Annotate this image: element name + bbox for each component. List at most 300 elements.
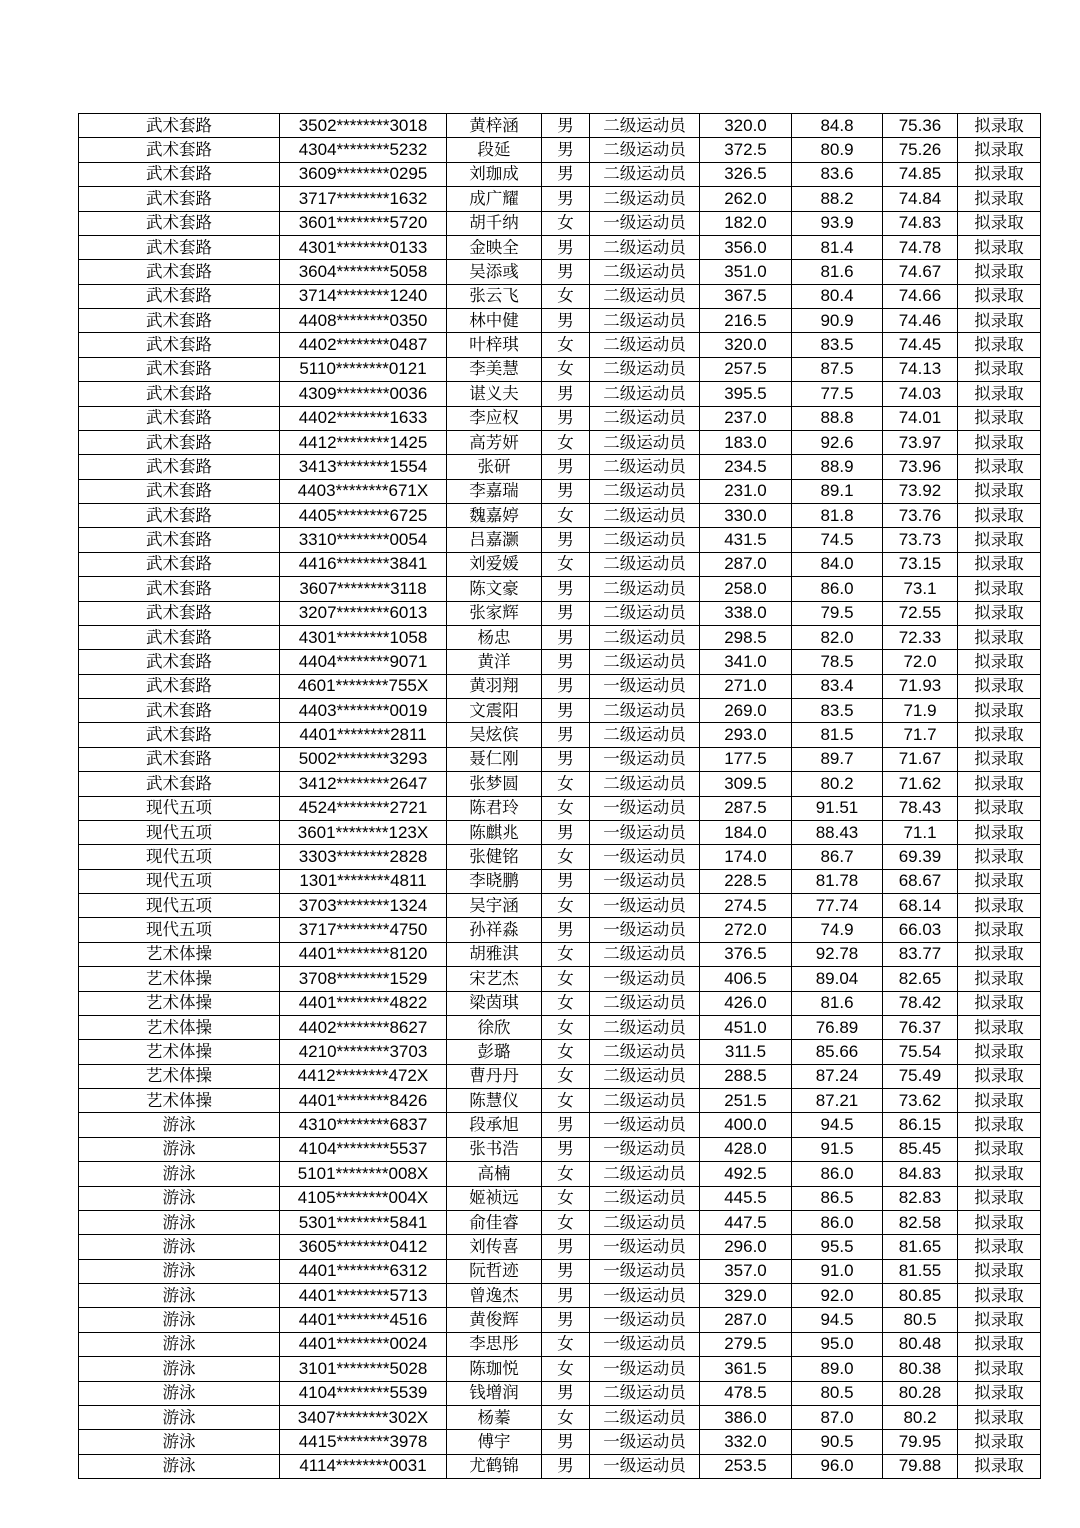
sport-cell: 武术套路 xyxy=(79,430,280,454)
athlete-level-cell: 一级运动员 xyxy=(590,894,700,918)
id-number-cell: 3717********1632 xyxy=(280,187,447,211)
admission-status-cell: 拟录取 xyxy=(958,211,1041,235)
table-row xyxy=(79,1430,1041,1454)
sport-cell: 现代五项 xyxy=(79,845,280,869)
sport-score-cell: 84.0 xyxy=(792,552,883,576)
composite-score-cell: 82.58 xyxy=(883,1210,958,1234)
sport-score-cell: 90.5 xyxy=(792,1430,883,1454)
table-row xyxy=(79,1015,1041,1039)
athlete-level-cell: 一级运动员 xyxy=(590,1308,700,1332)
sport-score-cell: 83.5 xyxy=(792,699,883,723)
sport-score-cell: 80.4 xyxy=(792,284,883,308)
sport-cell: 武术套路 xyxy=(79,455,280,479)
table-body xyxy=(79,114,1041,1479)
table-row xyxy=(79,1259,1041,1283)
sport-cell: 现代五项 xyxy=(79,869,280,893)
culture-score-cell: 426.0 xyxy=(700,991,792,1015)
admission-table-page xyxy=(78,113,1041,1479)
athlete-level-cell: 二级运动员 xyxy=(590,260,700,284)
culture-score-cell: 400.0 xyxy=(700,1113,792,1137)
athlete-level-cell: 二级运动员 xyxy=(590,1064,700,1088)
athlete-level-cell: 一级运动员 xyxy=(590,869,700,893)
name-cell: 黄洋 xyxy=(447,650,542,674)
admission-status-cell: 拟录取 xyxy=(958,577,1041,601)
sport-score-cell: 81.8 xyxy=(792,504,883,528)
admission-status-cell: 拟录取 xyxy=(958,1015,1041,1039)
sport-cell: 艺术体操 xyxy=(79,1015,280,1039)
name-cell: 胡千纳 xyxy=(447,211,542,235)
composite-score-cell: 79.88 xyxy=(883,1454,958,1478)
composite-score-cell: 73.73 xyxy=(883,528,958,552)
gender-cell: 男 xyxy=(542,187,590,211)
sport-score-cell: 77.74 xyxy=(792,894,883,918)
culture-score-cell: 376.5 xyxy=(700,942,792,966)
table-row xyxy=(79,869,1041,893)
table-row xyxy=(79,1089,1041,1113)
table-row xyxy=(79,747,1041,771)
id-number-cell: 3714********1240 xyxy=(280,284,447,308)
gender-cell: 男 xyxy=(542,1381,590,1405)
admission-status-cell: 拟录取 xyxy=(958,967,1041,991)
name-cell: 张云飞 xyxy=(447,284,542,308)
sport-cell: 武术套路 xyxy=(79,235,280,259)
name-cell: 高楠 xyxy=(447,1162,542,1186)
name-cell: 刘传喜 xyxy=(447,1235,542,1259)
athlete-level-cell: 二级运动员 xyxy=(590,552,700,576)
sport-score-cell: 90.9 xyxy=(792,309,883,333)
composite-score-cell: 73.15 xyxy=(883,552,958,576)
composite-score-cell: 71.67 xyxy=(883,747,958,771)
athlete-level-cell: 二级运动员 xyxy=(590,333,700,357)
athlete-level-cell: 二级运动员 xyxy=(590,504,700,528)
athlete-level-cell: 二级运动员 xyxy=(590,114,700,138)
admission-status-cell: 拟录取 xyxy=(958,1308,1041,1332)
athlete-level-cell: 二级运动员 xyxy=(590,162,700,186)
gender-cell: 男 xyxy=(542,820,590,844)
gender-cell: 男 xyxy=(542,479,590,503)
composite-score-cell: 73.62 xyxy=(883,1089,958,1113)
sport-cell: 武术套路 xyxy=(79,577,280,601)
sport-score-cell: 86.0 xyxy=(792,577,883,601)
gender-cell: 女 xyxy=(542,967,590,991)
name-cell: 张梦圆 xyxy=(447,772,542,796)
culture-score-cell: 216.5 xyxy=(700,309,792,333)
culture-score-cell: 234.5 xyxy=(700,455,792,479)
name-cell: 金映全 xyxy=(447,235,542,259)
table-row xyxy=(79,1113,1041,1137)
id-number-cell: 3717********4750 xyxy=(280,918,447,942)
gender-cell: 女 xyxy=(542,284,590,308)
sport-score-cell: 81.4 xyxy=(792,235,883,259)
admission-status-cell: 拟录取 xyxy=(958,1064,1041,1088)
sport-score-cell: 89.1 xyxy=(792,479,883,503)
sport-score-cell: 80.2 xyxy=(792,772,883,796)
name-cell: 吴炫傧 xyxy=(447,723,542,747)
admission-status-cell: 拟录取 xyxy=(958,382,1041,406)
name-cell: 聂仁刚 xyxy=(447,747,542,771)
table-row xyxy=(79,235,1041,259)
table-row xyxy=(79,942,1041,966)
culture-score-cell: 356.0 xyxy=(700,235,792,259)
culture-score-cell: 293.0 xyxy=(700,723,792,747)
sport-cell: 现代五项 xyxy=(79,820,280,844)
id-number-cell: 4301********0133 xyxy=(280,235,447,259)
athlete-level-cell: 二级运动员 xyxy=(590,406,700,430)
admission-status-cell: 拟录取 xyxy=(958,504,1041,528)
name-cell: 俞佳睿 xyxy=(447,1210,542,1234)
composite-score-cell: 84.83 xyxy=(883,1162,958,1186)
name-cell: 吴添彧 xyxy=(447,260,542,284)
gender-cell: 女 xyxy=(542,894,590,918)
sport-cell: 游泳 xyxy=(79,1284,280,1308)
gender-cell: 女 xyxy=(542,430,590,454)
admission-status-cell: 拟录取 xyxy=(958,747,1041,771)
gender-cell: 女 xyxy=(542,552,590,576)
composite-score-cell: 86.15 xyxy=(883,1113,958,1137)
admission-status-cell: 拟录取 xyxy=(958,1381,1041,1405)
sport-score-cell: 83.5 xyxy=(792,333,883,357)
table-row xyxy=(79,650,1041,674)
sport-score-cell: 88.43 xyxy=(792,820,883,844)
table-row xyxy=(79,504,1041,528)
gender-cell: 男 xyxy=(542,235,590,259)
culture-score-cell: 228.5 xyxy=(700,869,792,893)
name-cell: 姬祯远 xyxy=(447,1186,542,1210)
id-number-cell: 4104********5539 xyxy=(280,1381,447,1405)
name-cell: 陈文豪 xyxy=(447,577,542,601)
table-row xyxy=(79,1357,1041,1381)
table-row xyxy=(79,1332,1041,1356)
admission-status-cell: 拟录取 xyxy=(958,114,1041,138)
gender-cell: 男 xyxy=(542,114,590,138)
composite-score-cell: 71.93 xyxy=(883,674,958,698)
sport-score-cell: 74.5 xyxy=(792,528,883,552)
composite-score-cell: 74.13 xyxy=(883,357,958,381)
sport-score-cell: 81.6 xyxy=(792,260,883,284)
sport-cell: 游泳 xyxy=(79,1210,280,1234)
admission-status-cell: 拟录取 xyxy=(958,1113,1041,1137)
admission-status-cell: 拟录取 xyxy=(958,991,1041,1015)
name-cell: 孙祥淼 xyxy=(447,918,542,942)
name-cell: 刘爱媛 xyxy=(447,552,542,576)
admission-status-cell: 拟录取 xyxy=(958,869,1041,893)
admission-status-cell: 拟录取 xyxy=(958,552,1041,576)
id-number-cell: 4310********6837 xyxy=(280,1113,447,1137)
composite-score-cell: 66.03 xyxy=(883,918,958,942)
table-row xyxy=(79,406,1041,430)
name-cell: 吕嘉灏 xyxy=(447,528,542,552)
composite-score-cell: 73.1 xyxy=(883,577,958,601)
composite-score-cell: 79.95 xyxy=(883,1430,958,1454)
composite-score-cell: 73.97 xyxy=(883,430,958,454)
admission-status-cell: 拟录取 xyxy=(958,796,1041,820)
id-number-cell: 1301********4811 xyxy=(280,869,447,893)
gender-cell: 女 xyxy=(542,211,590,235)
id-number-cell: 3207********6013 xyxy=(280,601,447,625)
name-cell: 曹丹丹 xyxy=(447,1064,542,1088)
name-cell: 林中健 xyxy=(447,309,542,333)
sport-cell: 游泳 xyxy=(79,1430,280,1454)
sport-cell: 艺术体操 xyxy=(79,1089,280,1113)
name-cell: 陈慧仪 xyxy=(447,1089,542,1113)
athlete-level-cell: 二级运动员 xyxy=(590,1210,700,1234)
culture-score-cell: 257.5 xyxy=(700,357,792,381)
sport-score-cell: 92.6 xyxy=(792,430,883,454)
athlete-level-cell: 一级运动员 xyxy=(590,211,700,235)
sport-score-cell: 88.9 xyxy=(792,455,883,479)
sport-score-cell: 81.5 xyxy=(792,723,883,747)
gender-cell: 男 xyxy=(542,382,590,406)
sport-cell: 武术套路 xyxy=(79,162,280,186)
id-number-cell: 4401********4516 xyxy=(280,1308,447,1332)
sport-cell: 艺术体操 xyxy=(79,991,280,1015)
admission-status-cell: 拟录取 xyxy=(958,455,1041,479)
table-row xyxy=(79,967,1041,991)
name-cell: 张健铭 xyxy=(447,845,542,869)
admission-status-cell: 拟录取 xyxy=(958,1089,1041,1113)
gender-cell: 男 xyxy=(542,406,590,430)
gender-cell: 男 xyxy=(542,455,590,479)
gender-cell: 女 xyxy=(542,942,590,966)
athlete-level-cell: 二级运动员 xyxy=(590,1089,700,1113)
sport-cell: 武术套路 xyxy=(79,772,280,796)
admission-status-cell: 拟录取 xyxy=(958,1137,1041,1161)
gender-cell: 男 xyxy=(542,650,590,674)
culture-score-cell: 251.5 xyxy=(700,1089,792,1113)
sport-score-cell: 74.9 xyxy=(792,918,883,942)
gender-cell: 男 xyxy=(542,1430,590,1454)
gender-cell: 男 xyxy=(542,918,590,942)
sport-score-cell: 80.9 xyxy=(792,138,883,162)
name-cell: 杨忠 xyxy=(447,625,542,649)
athlete-level-cell: 二级运动员 xyxy=(590,430,700,454)
athlete-level-cell: 一级运动员 xyxy=(590,918,700,942)
composite-score-cell: 80.2 xyxy=(883,1405,958,1429)
composite-score-cell: 74.66 xyxy=(883,284,958,308)
composite-score-cell: 75.54 xyxy=(883,1040,958,1064)
culture-score-cell: 269.0 xyxy=(700,699,792,723)
composite-score-cell: 71.7 xyxy=(883,723,958,747)
culture-score-cell: 320.0 xyxy=(700,333,792,357)
id-number-cell: 4401********6312 xyxy=(280,1259,447,1283)
admission-status-cell: 拟录取 xyxy=(958,820,1041,844)
sport-score-cell: 92.78 xyxy=(792,942,883,966)
sport-cell: 武术套路 xyxy=(79,479,280,503)
gender-cell: 男 xyxy=(542,260,590,284)
id-number-cell: 3703********1324 xyxy=(280,894,447,918)
sport-score-cell: 84.8 xyxy=(792,114,883,138)
table-row xyxy=(79,138,1041,162)
sport-score-cell: 87.0 xyxy=(792,1405,883,1429)
id-number-cell: 3605********0412 xyxy=(280,1235,447,1259)
table-row xyxy=(79,284,1041,308)
table-row xyxy=(79,1210,1041,1234)
table-row xyxy=(79,1405,1041,1429)
name-cell: 高芳妍 xyxy=(447,430,542,454)
table-row xyxy=(79,796,1041,820)
name-cell: 张书浩 xyxy=(447,1137,542,1161)
table-row xyxy=(79,820,1041,844)
gender-cell: 男 xyxy=(542,625,590,649)
gender-cell: 女 xyxy=(542,1357,590,1381)
sport-score-cell: 91.51 xyxy=(792,796,883,820)
name-cell: 张家辉 xyxy=(447,601,542,625)
name-cell: 傅宇 xyxy=(447,1430,542,1454)
culture-score-cell: 258.0 xyxy=(700,577,792,601)
athlete-level-cell: 一级运动员 xyxy=(590,845,700,869)
admission-status-cell: 拟录取 xyxy=(958,479,1041,503)
id-number-cell: 4401********2811 xyxy=(280,723,447,747)
table-row xyxy=(79,1137,1041,1161)
id-number-cell: 4403********0019 xyxy=(280,699,447,723)
table-row xyxy=(79,845,1041,869)
culture-score-cell: 287.0 xyxy=(700,552,792,576)
sport-score-cell: 88.2 xyxy=(792,187,883,211)
gender-cell: 男 xyxy=(542,601,590,625)
culture-score-cell: 445.5 xyxy=(700,1186,792,1210)
composite-score-cell: 81.55 xyxy=(883,1259,958,1283)
gender-cell: 女 xyxy=(542,1186,590,1210)
sport-cell: 游泳 xyxy=(79,1235,280,1259)
athlete-level-cell: 二级运动员 xyxy=(590,723,700,747)
table-row xyxy=(79,309,1041,333)
sport-cell: 武术套路 xyxy=(79,625,280,649)
sport-score-cell: 86.7 xyxy=(792,845,883,869)
composite-score-cell: 82.83 xyxy=(883,1186,958,1210)
name-cell: 徐欣 xyxy=(447,1015,542,1039)
composite-score-cell: 69.39 xyxy=(883,845,958,869)
admission-status-cell: 拟录取 xyxy=(958,845,1041,869)
gender-cell: 男 xyxy=(542,1284,590,1308)
admission-status-cell: 拟录取 xyxy=(958,1186,1041,1210)
sport-cell: 武术套路 xyxy=(79,747,280,771)
sport-score-cell: 91.5 xyxy=(792,1137,883,1161)
admission-status-cell: 拟录取 xyxy=(958,162,1041,186)
culture-score-cell: 183.0 xyxy=(700,430,792,454)
admission-status-cell: 拟录取 xyxy=(958,1259,1041,1283)
athlete-level-cell: 一级运动员 xyxy=(590,796,700,820)
culture-score-cell: 372.5 xyxy=(700,138,792,162)
athlete-level-cell: 二级运动员 xyxy=(590,309,700,333)
sport-cell: 游泳 xyxy=(79,1405,280,1429)
sport-score-cell: 91.0 xyxy=(792,1259,883,1283)
admission-status-cell: 拟录取 xyxy=(958,309,1041,333)
composite-score-cell: 75.26 xyxy=(883,138,958,162)
sport-cell: 武术套路 xyxy=(79,284,280,308)
culture-score-cell: 298.5 xyxy=(700,625,792,649)
admission-status-cell: 拟录取 xyxy=(958,235,1041,259)
table-row xyxy=(79,455,1041,479)
culture-score-cell: 279.5 xyxy=(700,1332,792,1356)
sport-score-cell: 92.0 xyxy=(792,1284,883,1308)
id-number-cell: 4403********671X xyxy=(280,479,447,503)
name-cell: 成广耀 xyxy=(447,187,542,211)
table-row xyxy=(79,162,1041,186)
composite-score-cell: 80.5 xyxy=(883,1308,958,1332)
athlete-level-cell: 二级运动员 xyxy=(590,650,700,674)
sport-cell: 武术套路 xyxy=(79,723,280,747)
gender-cell: 女 xyxy=(542,845,590,869)
athlete-level-cell: 一级运动员 xyxy=(590,1430,700,1454)
table-row xyxy=(79,625,1041,649)
composite-score-cell: 76.37 xyxy=(883,1015,958,1039)
athlete-level-cell: 二级运动员 xyxy=(590,942,700,966)
sport-cell: 武术套路 xyxy=(79,187,280,211)
name-cell: 阮哲迹 xyxy=(447,1259,542,1283)
sport-score-cell: 93.9 xyxy=(792,211,883,235)
composite-score-cell: 83.77 xyxy=(883,942,958,966)
admission-status-cell: 拟录取 xyxy=(958,430,1041,454)
sport-cell: 艺术体操 xyxy=(79,967,280,991)
admission-status-cell: 拟录取 xyxy=(958,138,1041,162)
composite-score-cell: 75.36 xyxy=(883,114,958,138)
admission-status-cell: 拟录取 xyxy=(958,357,1041,381)
name-cell: 刘珈成 xyxy=(447,162,542,186)
culture-score-cell: 431.5 xyxy=(700,528,792,552)
table-row xyxy=(79,382,1041,406)
composite-score-cell: 74.85 xyxy=(883,162,958,186)
composite-score-cell: 80.48 xyxy=(883,1332,958,1356)
composite-score-cell: 78.43 xyxy=(883,796,958,820)
table-row xyxy=(79,991,1041,1015)
sport-cell: 武术套路 xyxy=(79,333,280,357)
athlete-level-cell: 二级运动员 xyxy=(590,1186,700,1210)
admission-status-cell: 拟录取 xyxy=(958,284,1041,308)
gender-cell: 男 xyxy=(542,162,590,186)
culture-score-cell: 274.5 xyxy=(700,894,792,918)
name-cell: 陈君玲 xyxy=(447,796,542,820)
name-cell: 李嘉瑞 xyxy=(447,479,542,503)
athlete-level-cell: 一级运动员 xyxy=(590,1332,700,1356)
athlete-level-cell: 二级运动员 xyxy=(590,601,700,625)
composite-score-cell: 73.76 xyxy=(883,504,958,528)
sport-cell: 游泳 xyxy=(79,1113,280,1137)
sport-cell: 游泳 xyxy=(79,1308,280,1332)
sport-score-cell: 83.6 xyxy=(792,162,883,186)
admission-status-cell: 拟录取 xyxy=(958,406,1041,430)
culture-score-cell: 492.5 xyxy=(700,1162,792,1186)
composite-score-cell: 73.96 xyxy=(883,455,958,479)
athlete-level-cell: 二级运动员 xyxy=(590,357,700,381)
gender-cell: 女 xyxy=(542,1040,590,1064)
admission-status-cell: 拟录取 xyxy=(958,699,1041,723)
name-cell: 胡雅淇 xyxy=(447,942,542,966)
culture-score-cell: 177.5 xyxy=(700,747,792,771)
id-number-cell: 4412********1425 xyxy=(280,430,447,454)
composite-score-cell: 72.0 xyxy=(883,650,958,674)
id-number-cell: 4401********5713 xyxy=(280,1284,447,1308)
name-cell: 黄羽翔 xyxy=(447,674,542,698)
id-number-cell: 3502********3018 xyxy=(280,114,447,138)
gender-cell: 女 xyxy=(542,333,590,357)
id-number-cell: 4104********5537 xyxy=(280,1137,447,1161)
athlete-level-cell: 一级运动员 xyxy=(590,674,700,698)
gender-cell: 男 xyxy=(542,1454,590,1478)
sport-score-cell: 81.78 xyxy=(792,869,883,893)
composite-score-cell: 74.45 xyxy=(883,333,958,357)
id-number-cell: 4415********3978 xyxy=(280,1430,447,1454)
sport-score-cell: 86.0 xyxy=(792,1162,883,1186)
sport-cell: 武术套路 xyxy=(79,211,280,235)
name-cell: 杨蓁 xyxy=(447,1405,542,1429)
admission-status-cell: 拟录取 xyxy=(958,1454,1041,1478)
athlete-level-cell: 二级运动员 xyxy=(590,528,700,552)
sport-score-cell: 95.0 xyxy=(792,1332,883,1356)
sport-cell: 武术套路 xyxy=(79,260,280,284)
gender-cell: 女 xyxy=(542,991,590,1015)
culture-score-cell: 184.0 xyxy=(700,820,792,844)
sport-score-cell: 87.21 xyxy=(792,1089,883,1113)
